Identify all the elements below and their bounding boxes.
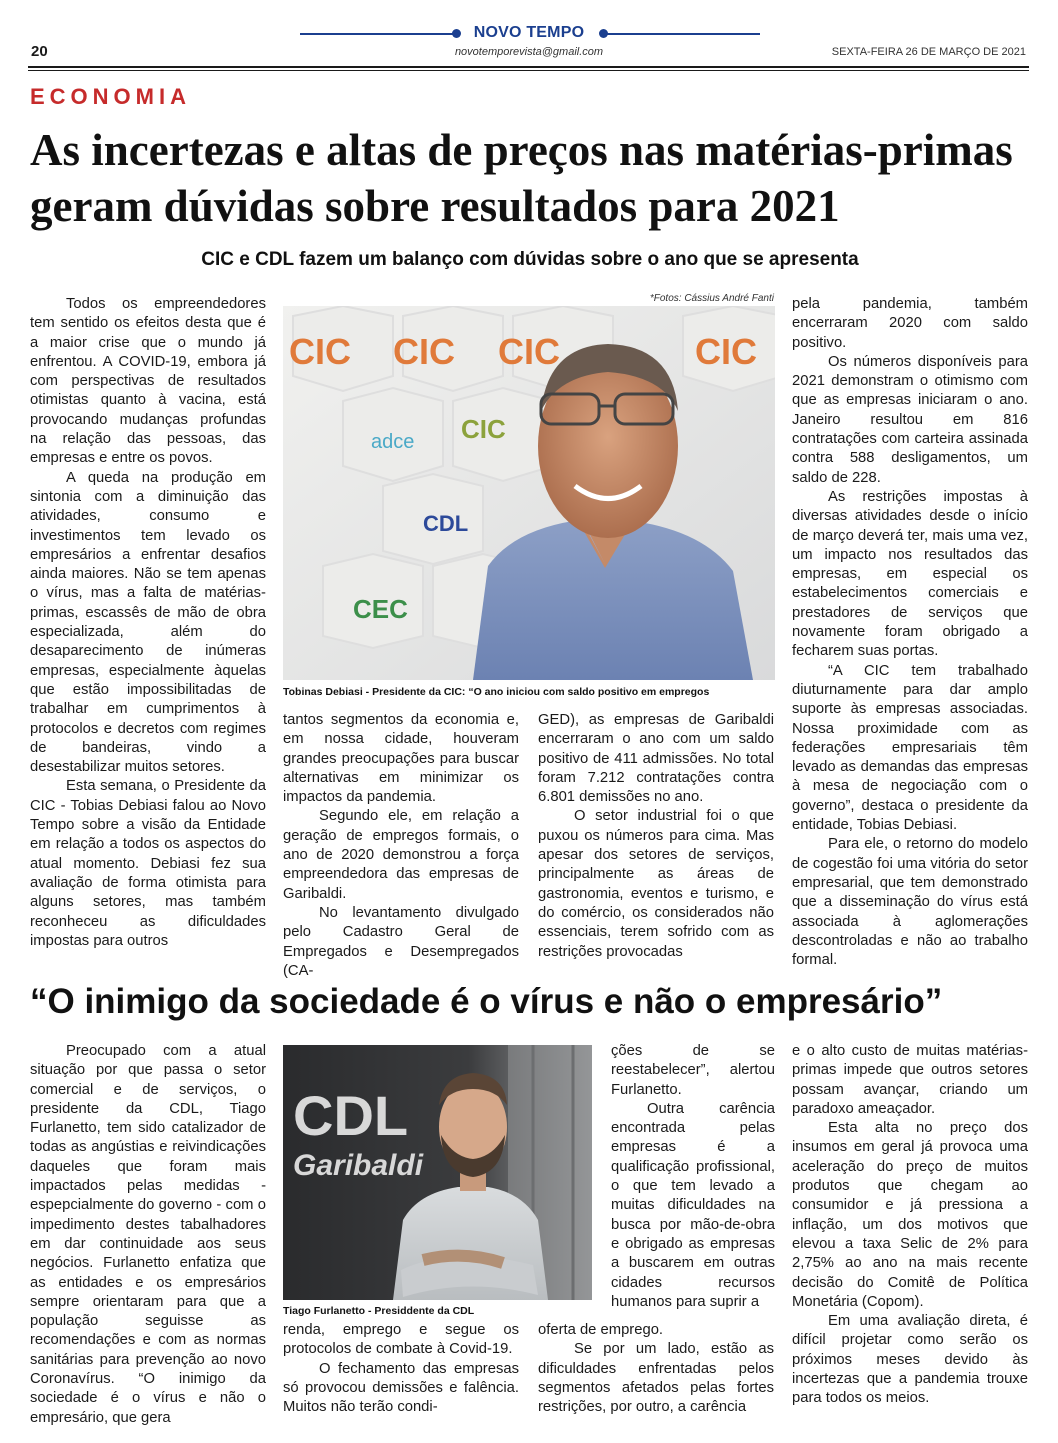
paragraph: tantos segmentos da economia e, em nossa cidade, houveram grandes preocupações para buscar alternativas em minimizar os impactos da pandemia.: [283, 712, 519, 806]
paragraph: Segundo ele, em relação a geração de empregos formais, o ano de 2020 demonstrou a força empreendedora das empresas de Garibaldi.: [283, 808, 519, 902]
masthead-rule-right: [604, 33, 760, 35]
paragraph: GED), as empresas de Garibaldi encerraram o ano com um saldo positivo de 411 admissões. No total foram 7.212 contratações contra 6.801 demissões no ano.: [538, 712, 774, 806]
paragraph: O fechamento das empresas só provocou demissões e falência. Muitos não terão condi-: [283, 1360, 519, 1416]
cic-president-photo: [283, 306, 775, 680]
paragraph: Preocupado com a atual situação por que passa o setor comercial e de serviços, o presidente da CDL, Tiago Furlanetto, tem sido catalizador de todas as angústias e reivindicações daqueles que foram mais impactados pelas medidas - espepcialmente do governo - com o impedimento destes tabalhadores em dar continuidade aos seus negócios. Furlanetto enfatiza que as entidades e os empresários sempre orientaram para que a população seguisse as recomendações e com as normas sanitárias para prevenção ao novo Coronavírus. “O inimigo da sociedade é o vírus e não o empresário, que gera: [30, 1043, 266, 1426]
paragraph: Em uma avaliação direta, é difícil projetar como serão os próximos meses devido às incertezas que a pandemia trouxe para todos os meios.: [792, 1313, 1028, 1407]
wall-logo: CEC: [353, 594, 408, 624]
header-divider: [28, 66, 1029, 68]
wall-logo: CDL: [423, 511, 469, 536]
paragraph: “A CIC tem trabalhado diuturnamente para dar amplo suporte às empresas associadas. Nossa proximidade com as federações empresariais têm levado as demandas das empresas à mesa de negociação com o governo”, destaca o presidente da entidade, Tobias Debiasi.: [792, 662, 1028, 834]
cic-president-photo-image: [283, 306, 775, 680]
cdl-photo-caption: Tiago Furlanetto - Presiddente da CDL: [283, 1305, 475, 1317]
article2-headline: “O inimigo da sociedade é o vírus e não o empresário”: [30, 982, 943, 1021]
paragraph: Esta semana, o Presidente da CIC - Tobias Debiasi falou ao Novo Tempo sobre a visão da Entidade em relação a todos os aspectos do atual momento. Debiasi fez sua avaliação de forma otimista para alguns setores, mas também reconheceu as dificuldades impostas para outros: [30, 778, 266, 949]
paragraph: pela pandemia, também encerraram 2020 com saldo positivo.: [792, 296, 1028, 351]
article1-column-1: [30, 295, 266, 951]
issue-date: SEXTA-FEIRA 26 DE MARÇO DE 2021: [831, 46, 1026, 58]
wall-sign: CDL: [293, 1084, 409, 1147]
page-number: 20: [31, 43, 48, 60]
wall-logo: CIC: [393, 331, 455, 372]
paragraph: Para ele, o retorno do modelo de cogestão foi uma vitória do setor empresarial, que tem demonstrado que a disseminação do vírus está associada à aglomerações descontroladas e não ao trabalho formal.: [792, 836, 1028, 969]
wall-logo: CIC: [289, 331, 351, 372]
paragraph: No levantamento divulgado pelo Cadastro Geral de Empregados e Desempregados (CA-: [283, 904, 519, 979]
paragraph: Todos os empreendedores tem sentido os efeitos desta que é a maior crise que o mundo já enfrentou. A COVID-19, embora já com perspectivas de resultados otimistas quanto à vacina, está provocando mudanças profundas na relação das pessoas, das empresas e entre os povos.: [30, 296, 266, 467]
paragraph: Outra carência encontrada pelas empresas é a qualificação profissional, o que tem levado a muitas dificuldades na busca por mão-de-obra e obrigado as empresas a buscarem em outras cidades recursos humanos para suprir a: [611, 1100, 775, 1310]
cdl-president-photo-image: [283, 1045, 592, 1300]
cdl-president-photo: [283, 1045, 592, 1300]
subheadline: CIC e CDL fazem um balanço com dúvidas sobre o ano que se apresenta: [201, 249, 859, 270]
paragraph: renda, emprego e segue os protocolos de combate à Covid-19.: [283, 1322, 519, 1358]
photo-credit: *Fotos: Cássius André Fanti: [649, 293, 774, 304]
publication-name: NOVO TEMPO: [473, 24, 585, 41]
header-divider-thin: [28, 70, 1029, 71]
wall-sign: Garibaldi: [293, 1149, 424, 1182]
paragraph: Se por um lado, estão as dificuldades enfrentadas pelos segmentos afetados pelas fortes restrições, por outro, a carência: [538, 1341, 774, 1416]
article2-column-3-bottom: [538, 1321, 774, 1417]
wall-logo: CIC: [461, 414, 506, 444]
paragraph: Esta alta no preço dos insumos em geral já provoca uma aceleração do preço de muitos produtos que chegam ao consumidor e já pressiona a inflação, um dos motivos que elevou a taxa Selic de 2% para 2,75% ao ano na mais recente decisão do Comitê de Política Monetária (Copom).: [792, 1120, 1028, 1310]
article2-column-2: [283, 1321, 519, 1417]
article1-column-4: [792, 295, 1028, 970]
paragraph: A queda na produção em sintonia com a diminuição das atividades, consumo e investimentos tem levado os empresários a enfrentar desafios ainda maiores. Não se tem apenas o vírus, mas a falta de matérias-primas, escassês de mão de obra especializada, além do desaparecimento de inúmeras empresas, especialmente àquelas que estão impossibilitadas de trabalhar em cumprimentos à protocolos e decretos com regimes de bandeiras, vindo a desestabilizar muitos setores.: [30, 469, 266, 776]
paragraph: Os números disponíveis para 2021 demonstram o otimismo com que as empresas iniciaram o ano. Janeiro resultou em 816 contratações com carteira assinada contra 588 desligamentos, um saldo de 228.: [792, 353, 1028, 486]
paragraph: O setor industrial foi o que puxou os números para cima. Mas apesar dos setores de serviços, principalmente as áreas de gastronomia, eventos e turismo, e do comércio, os considerados não essenciais, terem sofrido com as restrições provocadas: [538, 808, 774, 960]
wall-logo: CIC: [695, 331, 757, 372]
section-label: ECONOMIA: [30, 84, 191, 109]
paragraph: As restrições impostas à diversas atividades desde o início de março deverá ter, mais uma vez, um impacto nos resultados das empresas, em especial os estabelecimentos comerciais e prestadores de serviços que novamente foram obrigado a fecharem suas portas.: [792, 488, 1028, 660]
headline: As incertezas e altas de preços nas matérias-primas geram dúvidas sobre resultados para 2021: [30, 125, 1013, 231]
wall-logo: adce: [371, 431, 415, 453]
article2-column-4: [792, 1042, 1028, 1409]
paragraph: ções de se reestabelecer”, alertou Furlanetto.: [611, 1043, 775, 1098]
article2-column-1: [30, 1042, 266, 1428]
cic-photo-caption: Tobinas Debiasi - Presidente da CIC: “O ano iniciou com saldo positivo em empregos: [283, 686, 710, 698]
publication-email[interactable]: novotemporevista@gmail.com: [454, 46, 604, 58]
article1-column-3: [538, 711, 774, 962]
article1-column-2: [283, 711, 519, 981]
paragraph: oferta de emprego.: [538, 1322, 664, 1338]
wall-logo: CIC: [498, 331, 560, 372]
article2-column-3-top: [611, 1042, 775, 1312]
paragraph: e o alto custo de muitas matérias-primas impede que outros setores possam avançar, criando um paradoxo ameaçador.: [792, 1043, 1028, 1117]
